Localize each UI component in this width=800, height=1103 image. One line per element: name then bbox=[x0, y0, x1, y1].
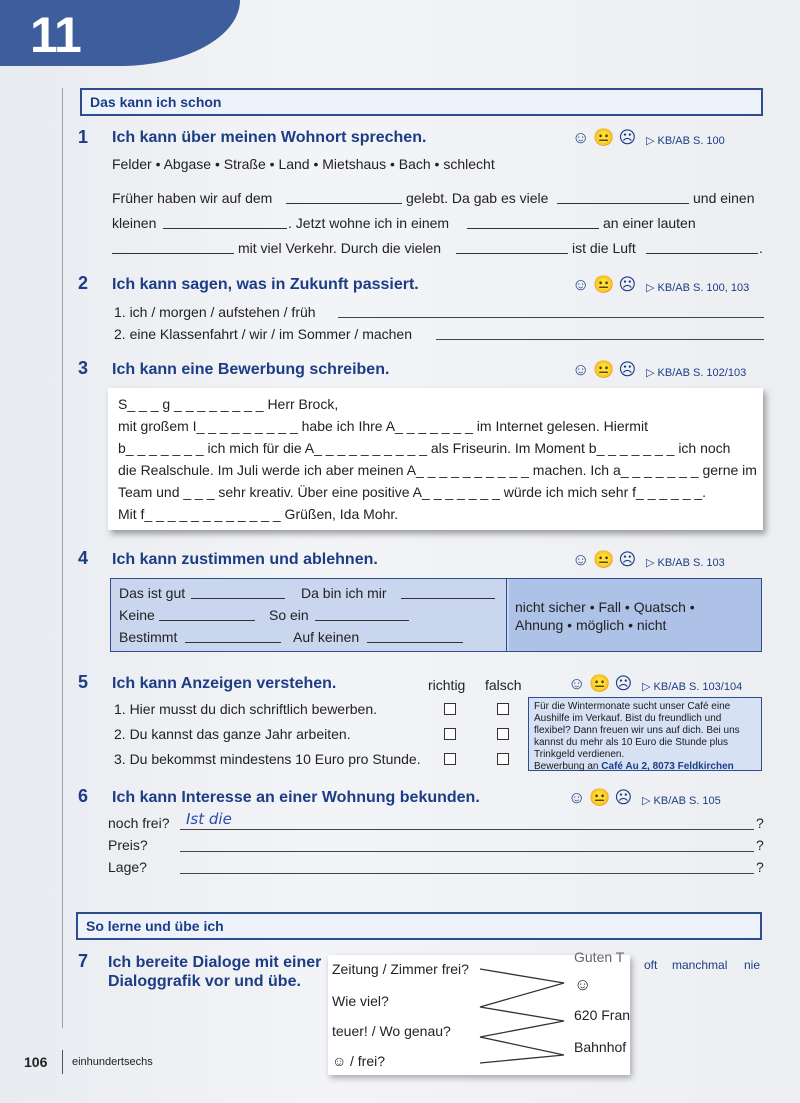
question-lage: Lage? bbox=[108, 859, 147, 875]
task-2-item-2: 2. eine Klassenfahrt / wir / im Sommer / machen bbox=[114, 326, 412, 342]
smile-icon[interactable]: ☺ bbox=[572, 360, 590, 379]
question-mark: ? bbox=[756, 859, 764, 875]
answer-line-2[interactable] bbox=[180, 851, 754, 852]
phrase-blank[interactable] bbox=[315, 607, 409, 621]
frequency-oft: oft bbox=[644, 958, 658, 972]
task-1-line-1b: gelebt. Da gab es viele bbox=[406, 190, 549, 206]
letter-line: b_ _ _ _ _ _ _ ich mich für die A_ _ _ _ _ _ _ _ _ _ als Friseurin. Im Moment b_ _ _ _ _ _ _ ich noch bbox=[118, 440, 731, 456]
section-title: So lerne und übe ich bbox=[86, 918, 224, 934]
frequency-manchmal: manchmal bbox=[672, 958, 728, 972]
smile-icon[interactable]: ☺ bbox=[568, 788, 586, 807]
task-1-line-3c: . bbox=[759, 240, 763, 256]
task-7-title-line-2: Dialoggrafik vor und übe. bbox=[108, 973, 301, 990]
task-5-number: 5 bbox=[78, 672, 89, 692]
task-1-line-3a: mit viel Verkehr. Durch die vielen bbox=[238, 240, 442, 256]
answer-line-1[interactable] bbox=[180, 829, 754, 830]
smile-icon: ☺ bbox=[332, 1053, 347, 1069]
task-1-blank[interactable] bbox=[456, 240, 568, 254]
phrase: Bestimmt bbox=[119, 629, 178, 645]
task-1-title: Ich kann über meinen Wohnort sprechen. bbox=[112, 129, 427, 146]
checkbox-falsch-3[interactable] bbox=[497, 753, 509, 765]
page-number: 106 bbox=[24, 1054, 48, 1070]
ad-address: Café Au 2, 8073 Feldkirchen bbox=[601, 761, 734, 772]
task-1-reference: ▷ KB/AB S. 100 bbox=[646, 135, 725, 147]
task-1-blank[interactable] bbox=[646, 240, 758, 254]
phrase: So ein bbox=[269, 607, 309, 623]
checkbox-richtig-2[interactable] bbox=[444, 728, 456, 740]
self-assessment-smileys[interactable] bbox=[572, 360, 636, 380]
task-1-blank[interactable] bbox=[557, 190, 689, 204]
task-1-line-2c: an einer lauten bbox=[603, 215, 696, 231]
frequency-nie: nie bbox=[744, 958, 761, 972]
task-6-reference: ▷ KB/AB S. 105 bbox=[642, 795, 721, 807]
neutral-icon[interactable]: 😐 bbox=[593, 360, 615, 379]
statement-2: 2. Du kannst das ganze Jahr arbeiten. bbox=[114, 726, 351, 742]
task-1-line-2a: kleinen bbox=[112, 215, 157, 231]
answer-line-3[interactable] bbox=[180, 873, 754, 874]
letter-line: die Realschule. Im Juli werde ich aber meinen A_ _ _ _ _ _ _ _ _ _ machen. Ich a_ _ _ _ _ _ _ gerne im bbox=[118, 462, 757, 478]
task-1-blank[interactable] bbox=[286, 190, 402, 204]
agree-disagree-box bbox=[110, 578, 762, 652]
smile-icon[interactable]: ☺ bbox=[572, 128, 590, 147]
dialog-response: Bahnhof bbox=[574, 1039, 627, 1055]
task-4-reference: ▷ KB/AB S. 103 bbox=[646, 557, 725, 569]
phrase: Auf keinen bbox=[293, 629, 360, 645]
task-1-blank[interactable] bbox=[467, 215, 599, 229]
ad-prefix: Bewerbung an bbox=[534, 761, 602, 772]
task-1-word-bank: Felder • Abgase • Straße • Land • Mietshaus • Bach • schlecht bbox=[112, 156, 495, 172]
dialog-response: Guten T bbox=[574, 949, 625, 965]
task-2-item-1: 1. ich / morgen / aufstehen / früh bbox=[114, 304, 316, 320]
smile-icon[interactable]: ☺ bbox=[572, 550, 590, 569]
word-bank-line: Ahnung • möglich • nicht bbox=[515, 617, 667, 633]
task-1-blank[interactable] bbox=[112, 240, 234, 254]
letter-line: mit großem I_ _ _ _ _ _ _ _ _ habe ich Ihre A_ _ _ _ _ _ _ im Internet gelesen. Hiermit bbox=[118, 418, 648, 434]
dialog-response: 620 Fran bbox=[574, 1007, 631, 1023]
checkbox-richtig-1[interactable] bbox=[444, 703, 456, 715]
sad-icon[interactable]: ☹ bbox=[618, 275, 637, 294]
letter-line: Team und _ _ _ sehr kreativ. Über eine positive A_ _ _ _ _ _ _ würde ich mich sehr f_ _ _ _ _ _. bbox=[118, 484, 707, 500]
word-bank-panel bbox=[509, 579, 761, 651]
phrase-blank[interactable] bbox=[367, 629, 463, 643]
sad-icon[interactable]: ☹ bbox=[614, 674, 633, 693]
ad-text: Für die Wintermonate sucht unser Café eine Aushilfe im Verkauf. Bist du freundlich und flexibel? Dann freuen wir uns auf dich. Bei uns kannst du mehr als 10 Euro die Stunde plus Trinkgeld verdienen. bbox=[534, 701, 740, 760]
phrase-blank[interactable] bbox=[159, 607, 255, 621]
task-6-title: Ich kann Interesse an einer Wohnung bekunden. bbox=[112, 789, 480, 806]
chapter-tab bbox=[0, 0, 240, 66]
task-2-number: 2 bbox=[78, 273, 89, 293]
section-header-das-kann-ich-schon bbox=[80, 88, 763, 116]
task-1-line-2b: . Jetzt wohne ich in einem bbox=[288, 215, 450, 231]
task-4-number: 4 bbox=[78, 548, 89, 568]
task-2-title: Ich kann sagen, was in Zukunft passiert. bbox=[112, 276, 419, 293]
sad-icon[interactable]: ☹ bbox=[618, 550, 637, 569]
margin-line bbox=[62, 88, 63, 1028]
dialog-arrows bbox=[478, 963, 568, 1067]
checkbox-richtig-3[interactable] bbox=[444, 753, 456, 765]
task-7-title-line-1: Ich bereite Dialoge mit einer bbox=[108, 954, 322, 971]
word-bank-line: nicht sicher • Fall • Quatsch • bbox=[515, 599, 695, 615]
task-6-number: 6 bbox=[78, 786, 89, 806]
statement-3: 3. Du bekommst mindestens 10 Euro pro Stunde. bbox=[114, 751, 421, 767]
column-richtig: richtig bbox=[428, 677, 466, 693]
self-assessment-smileys[interactable] bbox=[568, 674, 632, 694]
task-4-title: Ich kann zustimmen und ablehnen. bbox=[112, 551, 378, 568]
neutral-icon[interactable]: 😐 bbox=[593, 128, 615, 147]
question-preis: Preis? bbox=[108, 837, 148, 853]
section-header-so-lerne-und-ube-ich bbox=[76, 912, 762, 940]
task-5-reference: ▷ KB/AB S. 103/104 bbox=[642, 681, 743, 693]
footer-divider bbox=[62, 1050, 63, 1074]
phrase: Keine bbox=[119, 607, 155, 623]
checkbox-falsch-2[interactable] bbox=[497, 728, 509, 740]
question-noch-frei: noch frei? bbox=[108, 815, 170, 831]
phrases-panel bbox=[111, 579, 507, 651]
task-1-line-1c: und einen bbox=[693, 190, 755, 206]
neutral-icon[interactable]: 😐 bbox=[593, 275, 615, 294]
dialog-prompt: Zeitung / Zimmer frei? bbox=[332, 961, 469, 977]
dialog-prompt: / frei? bbox=[350, 1053, 386, 1069]
task-1-line-3b: ist die Luft bbox=[572, 240, 636, 256]
self-assessment-smileys[interactable] bbox=[572, 550, 636, 570]
self-assessment-smileys[interactable] bbox=[572, 275, 636, 295]
chapter-number: 11 bbox=[30, 7, 81, 63]
task-3-title: Ich kann eine Bewerbung schreiben. bbox=[112, 361, 390, 378]
sad-icon[interactable]: ☹ bbox=[614, 788, 633, 807]
task-1-line-1a: Früher haben wir auf dem bbox=[112, 190, 273, 206]
task-1-blank[interactable] bbox=[163, 215, 287, 229]
phrase-blank[interactable] bbox=[191, 585, 285, 599]
dialog-graphic bbox=[328, 949, 631, 1075]
question-mark: ? bbox=[756, 837, 764, 853]
page-number-word: einhundertsechs bbox=[72, 1056, 153, 1068]
neutral-icon[interactable]: 😐 bbox=[593, 550, 615, 569]
task-3-reference: ▷ KB/AB S. 102/103 bbox=[646, 367, 747, 379]
letter-line: S_ _ _ g _ _ _ _ _ _ _ _ Herr Brock, bbox=[118, 396, 339, 412]
sad-icon[interactable]: ☹ bbox=[618, 360, 637, 379]
task-1-number: 1 bbox=[78, 127, 89, 147]
self-assessment-smileys[interactable] bbox=[568, 788, 632, 808]
task-5-title: Ich kann Anzeigen verstehen. bbox=[112, 675, 337, 692]
column-falsch: falsch bbox=[485, 677, 522, 693]
phrase-blank[interactable] bbox=[401, 585, 495, 599]
task-2-answer-line-1[interactable] bbox=[338, 317, 764, 318]
task-7-number: 7 bbox=[78, 951, 89, 971]
section-title: Das kann ich schon bbox=[90, 94, 222, 110]
task-2-reference: ▷ KB/AB S. 100, 103 bbox=[646, 282, 750, 294]
smile-icon: ☺ bbox=[574, 975, 592, 994]
self-assessment-smileys[interactable] bbox=[572, 128, 636, 148]
phrase: Das ist gut bbox=[119, 585, 186, 601]
phrase: Da bin ich mir bbox=[301, 585, 387, 601]
task-2-answer-line-2[interactable] bbox=[436, 339, 764, 340]
statement-1: 1. Hier musst du dich schriftlich bewerben. bbox=[114, 701, 377, 717]
checkbox-falsch-1[interactable] bbox=[497, 703, 509, 715]
question-mark: ? bbox=[756, 815, 764, 831]
neutral-icon[interactable]: 😐 bbox=[589, 788, 611, 807]
neutral-icon[interactable]: 😐 bbox=[589, 674, 611, 693]
phrase-blank[interactable] bbox=[185, 629, 281, 643]
dialog-prompt: teuer! / Wo genau? bbox=[332, 1023, 451, 1039]
smile-icon[interactable]: ☺ bbox=[572, 275, 590, 294]
letter-line: Mit f_ _ _ _ _ _ _ _ _ _ _ _ Grüßen, Ida Mohr. bbox=[118, 506, 399, 522]
job-advertisement bbox=[528, 697, 762, 771]
sad-icon[interactable]: ☹ bbox=[618, 128, 637, 147]
dialog-prompt: Wie viel? bbox=[332, 993, 389, 1009]
handwritten-answer: Ist die bbox=[186, 810, 232, 828]
task-3-number: 3 bbox=[78, 358, 89, 378]
application-letter-box[interactable] bbox=[108, 388, 763, 530]
smile-icon[interactable]: ☺ bbox=[568, 674, 586, 693]
